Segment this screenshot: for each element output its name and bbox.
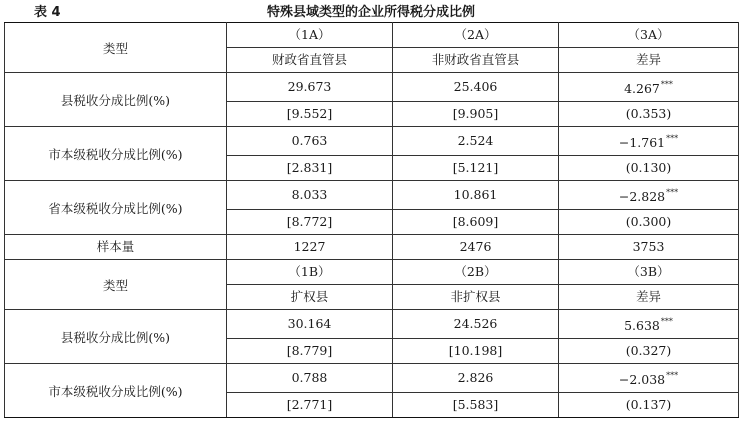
- std-dev-cell: [2.771]: [227, 393, 393, 418]
- column-header: （3B）: [559, 260, 739, 285]
- difference-cell: [559, 73, 739, 102]
- value-cell: 8.033: [227, 181, 393, 210]
- value-cell: 0.763: [227, 127, 393, 156]
- std-dev-cell: [2.831]: [227, 156, 393, 181]
- std-dev-cell: [9.905]: [393, 102, 559, 127]
- std-error-cell: (0.353): [559, 102, 739, 127]
- table-row: [5, 364, 739, 393]
- table-row: [5, 127, 739, 156]
- std-error-cell: (0.300): [559, 210, 739, 235]
- column-header: （1B）: [227, 260, 393, 285]
- value-cell: 29.673: [227, 73, 393, 102]
- significance-stars: ***: [660, 80, 673, 89]
- table-title: 特殊县域类型的企业所得税分成比例: [266, 5, 475, 20]
- std-dev-cell: [5.583]: [393, 393, 559, 418]
- column-subheader: 差异: [559, 285, 739, 310]
- sample-size-cell: 1227: [227, 235, 393, 260]
- column-subheader: 非扩权县: [393, 285, 559, 310]
- difference-value: −2.828: [618, 189, 666, 204]
- sample-size-cell: 3753: [559, 235, 739, 260]
- column-header: （3A）: [559, 23, 739, 48]
- column-subheader: 差异: [559, 48, 739, 73]
- panel-a-header-row: [5, 23, 739, 48]
- value-cell: 30.164: [227, 310, 393, 339]
- std-error-cell: (0.130): [559, 156, 739, 181]
- std-dev-cell: [5.121]: [393, 156, 559, 181]
- table-row: [5, 181, 739, 210]
- table-number: 表 4: [34, 5, 61, 20]
- difference-value: 5.638: [624, 318, 660, 333]
- table-row: [5, 73, 739, 102]
- value-cell: 0.788: [227, 364, 393, 393]
- value-cell: 10.861: [393, 181, 559, 210]
- significance-stars: ***: [666, 134, 679, 143]
- difference-value: 4.267: [624, 81, 660, 96]
- std-error-cell: (0.137): [559, 393, 739, 418]
- difference-cell: [559, 181, 739, 210]
- difference-cell: [559, 310, 739, 339]
- row-label: 样本量: [5, 235, 227, 260]
- difference-cell: [559, 127, 739, 156]
- column-header: （2B）: [393, 260, 559, 285]
- significance-stars: ***: [666, 188, 679, 197]
- row-label: 市本级税收分成比例(%): [5, 127, 227, 181]
- panel-b-header-row: [5, 260, 739, 285]
- sample-size-row: [5, 235, 739, 260]
- value-cell: 2.524: [393, 127, 559, 156]
- panel-a-type-label: 类型: [5, 23, 227, 73]
- column-header: （1A）: [227, 23, 393, 48]
- column-subheader: 非财政省直管县: [393, 48, 559, 73]
- value-cell: 24.526: [393, 310, 559, 339]
- row-label: 县税收分成比例(%): [5, 310, 227, 364]
- std-dev-cell: [8.772]: [227, 210, 393, 235]
- column-subheader: 财政省直管县: [227, 48, 393, 73]
- significance-stars: ***: [660, 317, 673, 326]
- table-row: [5, 310, 739, 339]
- value-cell: 2.826: [393, 364, 559, 393]
- value-cell: 25.406: [393, 73, 559, 102]
- sample-size-cell: 2476: [393, 235, 559, 260]
- std-error-cell: (0.327): [559, 339, 739, 364]
- std-dev-cell: [8.609]: [393, 210, 559, 235]
- std-dev-cell: [10.198]: [393, 339, 559, 364]
- column-subheader: 扩权县: [227, 285, 393, 310]
- panel-b-type-label: 类型: [5, 260, 227, 310]
- std-dev-cell: [8.779]: [227, 339, 393, 364]
- difference-value: −1.761: [618, 135, 666, 150]
- column-header: （2A）: [393, 23, 559, 48]
- significance-stars: ***: [666, 371, 679, 380]
- row-label: 市本级税收分成比例(%): [5, 364, 227, 418]
- row-label: 省本级税收分成比例(%): [5, 181, 227, 235]
- difference-value: −2.038: [618, 372, 666, 387]
- table-caption: [0, 0, 742, 20]
- std-dev-cell: [9.552]: [227, 102, 393, 127]
- row-label: 县税收分成比例(%): [5, 73, 227, 127]
- difference-cell: [559, 364, 739, 393]
- tax-share-table: [4, 22, 739, 418]
